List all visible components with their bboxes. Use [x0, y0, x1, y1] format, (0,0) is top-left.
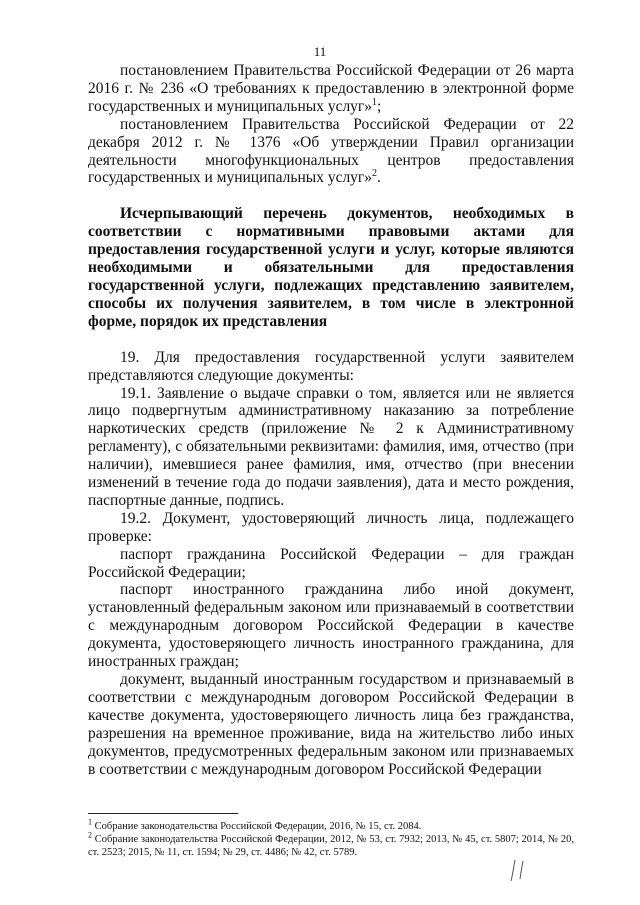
paragraph-stateless-document: документ, выданный иностранным государством и признаваемый в соответствии с международным договором Российской Федерации в качестве документа, удостоверяющего личность лица без гражданства, разрешения на временное проживание, вида на жительство либо иных документов, предусмотренных федеральным законом или признаваемых в соответствии с международным договором Российской Федерации [88, 671, 574, 778]
section-heading: Исчерпывающий перечень документов, необходимых в соответствии с нормативными правовыми актами для предоставления государственной услуги и услуг, которые являются необходимыми и обязательными для предоставления государственной услуги, подлежащих представлению заявителем, способы их получения заявителем, в том числе в электронной форме, порядок их представления [88, 205, 574, 330]
footnote-1: $^1$ Собрание законодательства Российской Федерации, 2016, № 15, ст. 2084. [88, 817, 422, 832]
footnote-ref-1: 1 [372, 96, 378, 108]
footnote-separator [88, 813, 238, 814]
paragraph-decree-1376: постановлением Правительства Российской Федерации от 22 декабря 2012 г. № 1376 «Об утверждении Правил организации деятельности многофункциональных центров предоставления государственных и муниципальных услуг»$^2$. [88, 115, 574, 187]
paragraph-19-2: 19.2. Документ, удостоверяющий личность лица, подлежащего проверке: [88, 509, 574, 545]
paragraph-foreign-passport: паспорт иностранного гражданина либо иной документ, установленный федеральным законом или признаваемый в соответствии с международным договором Российской Федерации в качестве документа, удостоверяющего личность иностранного гражданина, для иностранных граждан; [88, 581, 574, 671]
pen-mark-icon [508, 857, 530, 883]
document-body [88, 62, 574, 778]
paragraph-19-1: 19.1. Заявление о выдаче справки о том, является или не является лицо подвергнутым административному наказанию за потребление наркотических средств (приложение № 2 к Административному регламенту), с обязательными реквизитами: фамилия, имя, отчество (при наличии), имевшиеся ранее фамилия, имя, отчество (при внесении изменений в течение года до подачи заявления), дата и место рождения, паспортные данные, подпись. [88, 384, 574, 509]
page-number: 11 [313, 44, 327, 59]
handwritten-mark [508, 857, 530, 888]
paragraph-decree-236: постановлением Правительства Российской Федерации от 26 марта 2016 г. № 236 «О требованиях к предоставлению в электронной форме государственных и муниципальных услуг»$^1$; [88, 62, 574, 115]
footnote-ref-2: 2 [372, 168, 378, 180]
footnote-2: $^2$ Собрание законодательства Российской Федерации, 2012, № 53, ст. 7932; 2013, № 45, ст. 5807; 2014, № 20, ст. 2523; 2015, № 11, ст. 1594; № 29, ст. 4486; № 42, ст. 5789. [88, 830, 574, 858]
footnotes [88, 817, 574, 859]
paragraph-19: 19. Для предоставления государственной услуги заявителем представляются следующие документы: [88, 348, 574, 384]
paragraph-passport-rf: паспорт гражданина Российской Федерации – для граждан Российской Федерации; [88, 545, 574, 581]
